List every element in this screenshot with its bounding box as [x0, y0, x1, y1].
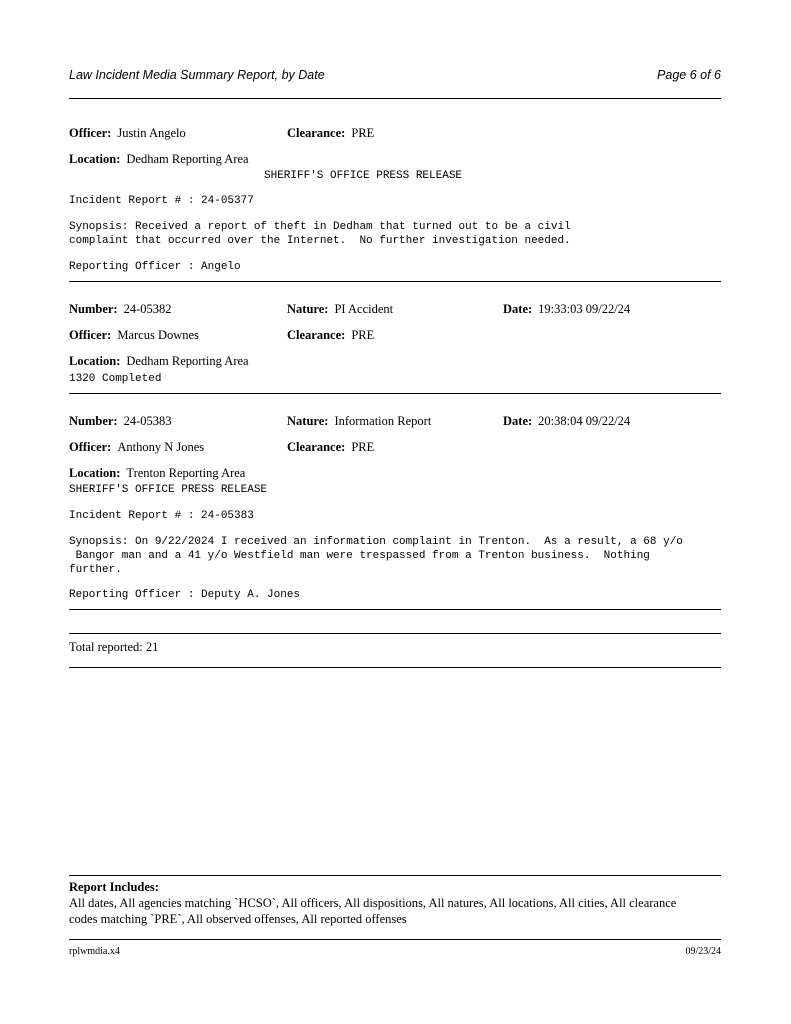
record3-clearance: [287, 440, 374, 455]
record1-synopsis-line2: complaint that occurred over the Internet. No further investigation needed.: [69, 235, 571, 247]
nature-label: Nature:: [287, 414, 329, 428]
nature-value: PI Accident: [334, 302, 394, 316]
date-value: 20:38:04 09/22/24: [538, 414, 631, 428]
record2-nature: [287, 302, 393, 317]
record3-officer: [69, 440, 204, 455]
nature-label: Nature:: [287, 302, 329, 316]
total-divider-top: [69, 633, 721, 634]
location-label: Location:: [69, 354, 121, 368]
record3-incident-report: Incident Report # : 24-05383: [69, 510, 254, 522]
officer-label: Officer:: [69, 126, 112, 140]
number-value: 24-05383: [123, 414, 172, 428]
print-date: 09/23/24: [685, 946, 721, 957]
officer-value: Justin Angelo: [117, 126, 186, 140]
record-divider: [69, 609, 721, 610]
record3-nature: [287, 414, 431, 429]
header-divider: [69, 98, 721, 99]
record1-synopsis-line1: Synopsis: Received a report of theft in Dedham that turned out to be a civil: [69, 221, 571, 233]
record3-date: [503, 414, 630, 429]
record1-incident-report: Incident Report # : 24-05377: [69, 195, 254, 207]
date-label: Date:: [503, 414, 533, 428]
officer-value: Marcus Downes: [117, 328, 199, 342]
officer-label: Officer:: [69, 440, 112, 454]
report-includes-label: Report Includes:: [69, 880, 159, 894]
record1-press-release: SHERIFF'S OFFICE PRESS RELEASE: [264, 170, 463, 182]
clearance-value: PRE: [351, 328, 375, 342]
clearance-label: Clearance:: [287, 126, 346, 140]
record2-clearance: [287, 328, 374, 343]
record3-location: [69, 466, 245, 481]
number-value: 24-05382: [123, 302, 172, 316]
officer-value: Anthony N Jones: [117, 440, 205, 454]
record-divider: [69, 281, 721, 282]
record2-note: 1320 Completed: [69, 373, 162, 385]
location-value: Dedham Reporting Area: [126, 354, 249, 368]
report-includes-line1: All dates, All agencies matching `HCSO`, All officers, All dispositions, All natures, All locations, All cities, All clearance: [69, 896, 677, 910]
program-name: rplwmdia.x4: [69, 946, 120, 957]
record2-location: [69, 354, 249, 369]
location-label: Location:: [69, 466, 121, 480]
number-label: Number:: [69, 302, 118, 316]
report-title: Law Incident Media Summary Report, by Date: [69, 68, 325, 82]
clearance-value: PRE: [351, 440, 375, 454]
record3-synopsis-line1: Synopsis: On 9/22/2024 I received an information complaint in Trenton. As a result, a 68 y/o: [69, 536, 683, 548]
page-number: Page 6 of 6: [657, 68, 721, 82]
total-divider-bottom: [69, 667, 721, 668]
date-label: Date:: [503, 302, 533, 316]
record1-reporting-officer: Reporting Officer : Angelo: [69, 261, 241, 273]
nature-value: Information Report: [334, 414, 432, 428]
record3-number: [69, 414, 172, 429]
footer-divider-bottom: [69, 939, 721, 940]
clearance-label: Clearance:: [287, 440, 346, 454]
report-includes-line2: codes matching `PRE`, All observed offenses, All reported offenses: [69, 912, 407, 926]
record2-officer: [69, 328, 199, 343]
total-reported: Total reported: 21: [69, 640, 159, 654]
footer-divider-top: [69, 875, 721, 876]
clearance-label: Clearance:: [287, 328, 346, 342]
record1-location: [69, 152, 249, 167]
record3-synopsis-line3: further.: [69, 564, 122, 576]
record2-number: [69, 302, 172, 317]
record3-reporting-officer: Reporting Officer : Deputy A. Jones: [69, 589, 301, 601]
location-value: Dedham Reporting Area: [126, 152, 249, 166]
date-value: 19:33:03 09/22/24: [538, 302, 631, 316]
number-label: Number:: [69, 414, 118, 428]
location-value: Trenton Reporting Area: [126, 466, 246, 480]
record3-synopsis-line2: Bangor man and a 41 y/o Westfield man were trespassed from a Trenton business. Nothing: [69, 550, 650, 562]
record-divider: [69, 393, 721, 394]
record1-clearance: [287, 126, 374, 141]
record2-date: [503, 302, 630, 317]
location-label: Location:: [69, 152, 121, 166]
clearance-value: PRE: [351, 126, 375, 140]
officer-label: Officer:: [69, 328, 112, 342]
record1-officer: [69, 126, 186, 141]
record3-press-release: SHERIFF'S OFFICE PRESS RELEASE: [69, 484, 268, 496]
